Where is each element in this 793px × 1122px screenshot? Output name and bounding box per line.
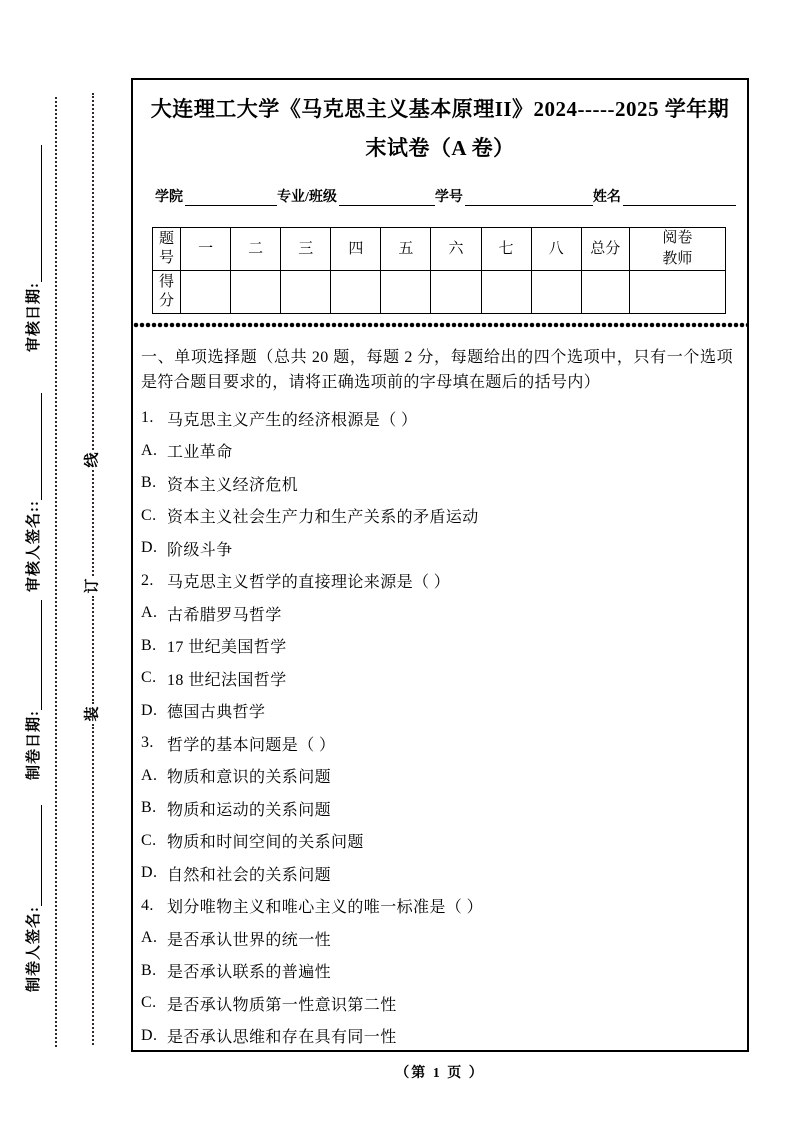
option-text: 物质和意识的关系问题	[167, 769, 332, 787]
review-date-field	[16, 145, 44, 352]
option-label: D.	[141, 864, 158, 882]
question-text: 马克思主义产生的经济根源是（ ）	[167, 411, 418, 429]
question-3-option-a	[141, 760, 739, 793]
question-number: 3.	[141, 734, 154, 752]
review-date-blank-line	[41, 145, 42, 282]
major-class-label: 专业/班级	[277, 190, 337, 205]
question-text: 哲学的基本问题是（ ）	[167, 736, 336, 754]
thick-dotted-divider	[133, 322, 747, 328]
reviewer-signature-blank-line	[41, 393, 42, 500]
option-text: 是否承认物质第一性意识第二性	[167, 996, 397, 1014]
question-3	[141, 727, 739, 760]
student-info-row	[155, 184, 747, 206]
question-4-option-d	[141, 1020, 739, 1053]
score-cell	[181, 271, 231, 314]
question-2-option-d	[141, 695, 739, 728]
column-header-5: 五	[381, 228, 431, 271]
option-label: A.	[141, 441, 158, 459]
review-date-label: 审核日期:	[26, 282, 42, 352]
name-label: 姓名	[592, 190, 621, 205]
binding-line-segment	[92, 724, 94, 1045]
option-label: B.	[141, 799, 157, 817]
option-label: B.	[141, 474, 157, 492]
score-cell	[481, 271, 531, 314]
question-3-option-b	[141, 792, 739, 825]
score-row-label: 得分	[153, 271, 181, 314]
option-text: 自然和社会的关系问题	[167, 866, 332, 884]
make-date-blank-line	[41, 600, 42, 710]
question-text: 马克思主义哲学的直接理论来源是（ ）	[167, 574, 451, 592]
option-label: B.	[141, 961, 157, 979]
score-table-score-row	[153, 271, 726, 314]
option-text: 资本主义社会生产力和生产关系的矛盾运动	[167, 509, 479, 527]
student-id-label: 学号	[434, 190, 463, 205]
option-text: 物质和时间空间的关系问题	[167, 834, 364, 852]
binding-char-zhuang: 装	[84, 706, 101, 722]
exam-paper-sheet	[131, 78, 749, 1052]
option-label: C.	[141, 831, 157, 849]
inner-dotted-rule	[55, 97, 57, 1047]
score-cell-grader	[629, 271, 725, 314]
binding-char-ding: 订	[84, 578, 101, 594]
option-label: B.	[141, 636, 157, 654]
page-title: 大连理工大学《马克思主义基本原理II》2024-----2025 学年期末试卷（A 卷）	[150, 97, 730, 160]
option-label: A.	[141, 929, 158, 947]
option-text: 18 世纪法国哲学	[167, 671, 287, 689]
maker-signature-label: 制卷人签名:	[26, 906, 42, 992]
question-number: 4.	[141, 896, 154, 914]
column-header-total: 总分	[581, 228, 629, 271]
option-text: 古希腊罗马哲学	[167, 606, 282, 624]
column-header-grader: 阅卷教师	[629, 228, 725, 271]
page-number: （第 1 页 ）	[395, 1066, 485, 1081]
option-label: D.	[141, 701, 158, 719]
option-text: 工业革命	[167, 444, 233, 462]
binding-line-segment	[92, 470, 94, 576]
question-4-option-b	[141, 955, 739, 988]
option-text: 是否承认世界的统一性	[167, 931, 332, 949]
column-header-4: 四	[331, 228, 381, 271]
school-blank-line	[185, 184, 277, 206]
column-header-3: 三	[281, 228, 331, 271]
column-header-2: 二	[231, 228, 281, 271]
option-label: C.	[141, 994, 157, 1012]
question-4-option-c	[141, 987, 739, 1020]
question-1	[141, 402, 739, 435]
reviewer-signature-label: 审核人签名::	[26, 500, 42, 592]
option-label: C.	[141, 669, 157, 687]
question-1-option-b	[141, 467, 739, 500]
school-label: 学院	[155, 190, 183, 205]
binding-char-xian: 线	[84, 452, 101, 468]
option-label: C.	[141, 506, 157, 524]
score-cell	[531, 271, 581, 314]
option-text: 物质和运动的关系问题	[167, 801, 332, 819]
question-1-option-d	[141, 532, 739, 565]
maker-signature-blank-line	[41, 805, 42, 906]
question-3-option-c	[141, 825, 739, 858]
option-label: A.	[141, 766, 158, 784]
binding-line-segment	[92, 596, 94, 704]
option-text: 是否承认联系的普遍性	[167, 964, 332, 982]
option-label: A.	[141, 604, 158, 622]
question-1-option-a	[141, 435, 739, 468]
student-id-blank-line	[465, 184, 593, 206]
question-3-option-d	[141, 857, 739, 890]
question-1-option-c	[141, 500, 739, 533]
score-table-header-row	[153, 228, 726, 271]
question-2-option-a	[141, 597, 739, 630]
column-header-8: 八	[531, 228, 581, 271]
score-cell	[231, 271, 281, 314]
question-area	[141, 402, 739, 1052]
option-text: 德国古典哲学	[167, 704, 266, 722]
score-cell-total	[581, 271, 629, 314]
name-blank-line	[623, 184, 736, 206]
question-2	[141, 565, 739, 598]
score-cell	[381, 271, 431, 314]
question-text: 划分唯物主义和唯心主义的唯一标准是（ ）	[167, 899, 484, 917]
score-cell	[281, 271, 331, 314]
major-class-blank-line	[339, 184, 435, 206]
option-text: 17 世纪美国哲学	[167, 639, 287, 657]
binding-line-segment	[92, 93, 94, 450]
option-label: D.	[141, 1026, 158, 1044]
question-2-option-b	[141, 630, 739, 663]
score-table	[152, 227, 726, 314]
score-cell	[331, 271, 381, 314]
column-header-6: 六	[431, 228, 481, 271]
question-number: 2.	[141, 571, 154, 589]
option-text: 是否承认思维和存在具有同一性	[167, 1029, 397, 1047]
column-header-7: 七	[481, 228, 531, 271]
section-heading: 一、单项选择题（总共 20 题，每题 2 分，每题给出的四个选项中，只有一个选项是符合题目要求的，请将正确选项前的字母填在题后的括号内）	[141, 349, 733, 391]
question-4	[141, 890, 739, 923]
question-number: 1.	[141, 409, 154, 427]
maker-signature-field	[16, 805, 44, 992]
make-date-field	[16, 600, 44, 780]
option-text: 资本主义经济危机	[167, 476, 299, 494]
question-4-option-a	[141, 922, 739, 955]
score-cell	[431, 271, 481, 314]
binding-line	[85, 93, 101, 1045]
question-number-header: 题号	[153, 228, 181, 271]
make-date-label: 制卷日期:	[26, 710, 42, 780]
option-text: 阶级斗争	[167, 541, 233, 559]
column-header-1: 一	[181, 228, 231, 271]
option-label: D.	[141, 539, 158, 557]
question-2-option-c	[141, 662, 739, 695]
reviewer-signature-field	[16, 393, 44, 592]
